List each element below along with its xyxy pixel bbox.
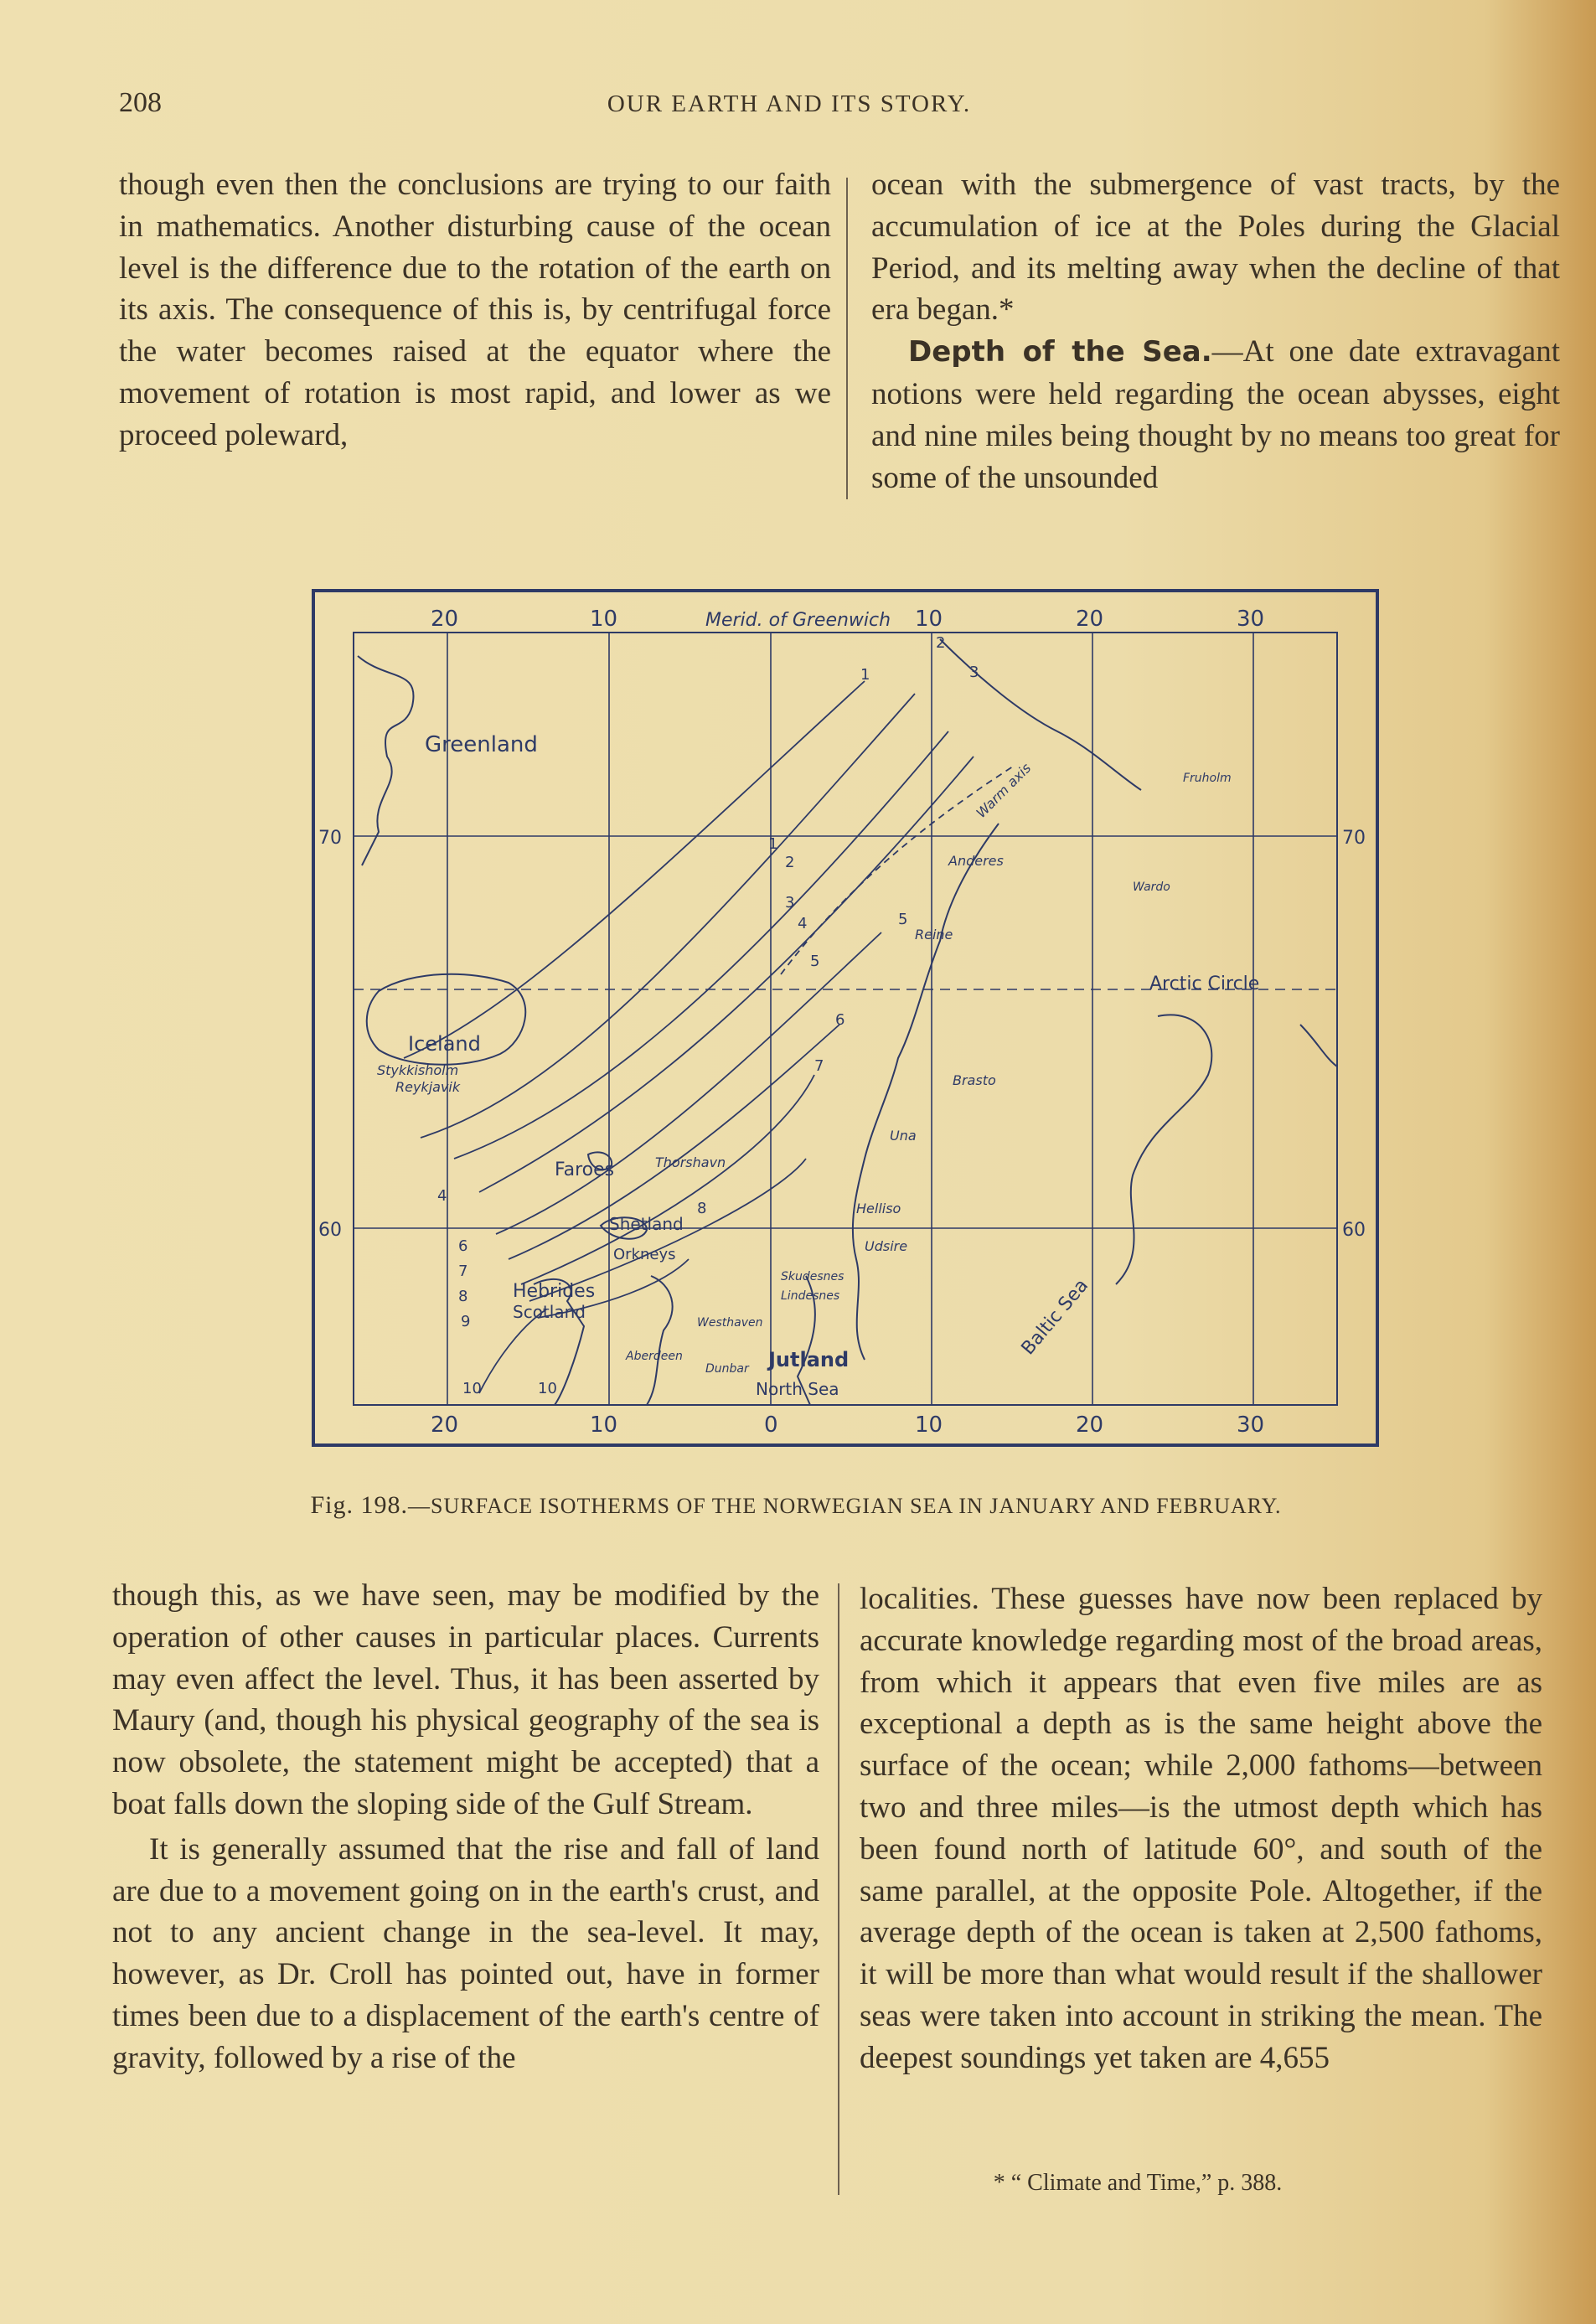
top-label-30-east: 30 [1237,607,1265,632]
top-label-greenwich: Merid. of Greenwich [705,610,891,631]
isotherm-label-3: 3 [969,664,979,681]
isotherm-label-7b: 7 [458,1263,468,1280]
isotherm-label-3b: 3 [785,894,795,912]
isotherm-label-5b: 5 [898,911,908,928]
isotherm-label-2: 2 [936,634,946,652]
footnote: * “ Climate and Time,” p. 388. [993,2170,1283,2196]
place-faroes: Faroes [555,1159,615,1180]
isotherm-label-10: 10 [462,1380,482,1397]
bottom-label-20: 20 [431,1412,459,1438]
running-title: OUR EARTH AND ITS STORY. [607,90,972,117]
place-baltic-sea: Baltic Sea [1017,1275,1093,1360]
bottom-left-paragraph-1: though this, as we have seen, may be modified by the operation of other causes in particular places. Currents may even affect the level. Thus, it has been asserted by Maury (and, though his physical geography of the sea is now obsolete, the statement might be accepted) that a boat falls down the sloping side of the Gulf Stream. [112,1578,819,1821]
figure-caption [168,1491,1424,1520]
lat-label-60-left: 60 [318,1220,342,1241]
place-lindesnes: Lindesnes [781,1289,840,1303]
top-label-20: 20 [431,607,459,632]
place-scotland: Scotland [513,1302,586,1322]
place-greenland: Greenland [425,732,538,757]
place-skudesnes: Skudesnes [781,1270,844,1283]
place-westhaven: Westhaven [697,1316,763,1330]
bottom-left-paragraph-2: It is generally assumed that the rise and fall of land are due to a movement going on in the earth's crust, and not to any ancient change in the sea-level. It may, however, as Dr. Croll has pointed out, have in former times been due to a displacement of the earth's centre of gravity, followed by a rise of the [112,1831,819,2075]
isotherm-2 [421,694,915,1138]
place-north-sea: North Sea [756,1379,839,1399]
top-right-paragraph-1: ocean with the submergence of vast tracts, by the accumulation of ice at the Poles during the Glacial Period, and its melting away when the decline of that era began.* [871,168,1560,328]
place-warm-axis: Warm axis [973,760,1035,821]
top-left-column [119,164,831,457]
column-divider-bottom [838,1583,839,2195]
section-heading-depth-of-the-sea: Depth of the Sea. [908,335,1212,369]
page-header [119,87,1560,124]
isotherm-5 [496,932,881,1234]
map-outer-frame [313,591,1377,1445]
isotherm-label-1: 1 [860,666,870,684]
place-brasto: Brasto [953,1072,996,1088]
gulf-of-bothnia-coast [1116,1015,1211,1284]
isotherm-label-5: 5 [810,953,820,970]
top-right-paragraph-2-text: —At one date extravagant notions were held regarding the ocean abysses, eight and nine miles being thought by no means too great for some of the unsounded [871,334,1560,495]
bottom-label-30-east: 30 [1237,1412,1265,1438]
bottom-label-20-east: 20 [1076,1412,1104,1438]
isotherm-label-6b: 6 [458,1237,468,1255]
isotherm-label-10b: 10 [538,1380,557,1397]
top-label-20-east: 20 [1076,607,1104,632]
isotherm-map [312,589,1379,1447]
white-sea-coast [1300,1025,1337,1066]
top-label-10-east: 10 [915,607,943,632]
top-right-paragraph-2 [871,331,1560,498]
isotherm-label-6: 6 [835,1011,845,1029]
isotherm-3 [454,731,948,1159]
bottom-label-10: 10 [590,1412,618,1438]
place-iceland: Iceland [408,1032,481,1056]
lat-label-70-right: 70 [1342,828,1366,849]
place-reine: Reine [915,927,953,943]
place-reykjavik: Reykjavik [395,1079,461,1095]
page-number: 208 [119,87,162,118]
bottom-label-10-east: 10 [915,1412,943,1438]
place-hebrides: Hebrides [513,1281,596,1302]
isotherm-lines [404,681,1015,1393]
northern-coast [940,639,1141,790]
isotherm-10 [479,1309,546,1393]
place-orkneys: Orkneys [613,1246,676,1263]
bottom-right-column [860,1578,1542,2079]
isotherm-label-4: 4 [798,915,808,932]
isotherm-label-2b: 2 [785,854,795,871]
column-divider-top [846,178,848,499]
place-aberdeen: Aberdeen [626,1350,683,1363]
place-udsire: Udsire [865,1238,908,1254]
place-stykkisholm: Stykkisholm [377,1062,459,1078]
isotherm-label-9: 9 [461,1313,471,1330]
isotherm-label-4b: 4 [437,1187,447,1205]
top-right-column [871,164,1560,498]
place-arctic-circle: Arctic Circle [1149,973,1260,994]
isotherm-label-8b: 8 [458,1288,468,1305]
place-thorshavn: Thorshavn [655,1154,726,1170]
isotherm-label-7: 7 [814,1057,824,1075]
isotherm-4 [479,757,974,1192]
figure-caption-text: —SURFACE ISOTHERMS OF THE NORWEGIAN SEA IN JANUARY AND FEBRUARY. [408,1494,1282,1518]
britain-east-coast [647,1276,673,1405]
isotherm-label-8: 8 [697,1200,707,1217]
place-dunbar: Dunbar [705,1362,749,1376]
top-label-10: 10 [590,607,618,632]
norway-coast [853,824,999,1360]
place-una: Una [890,1128,917,1144]
top-left-paragraph: though even then the conclusions are trying to our faith in mathematics. Another disturbing cause of the ocean level is the difference due to the rotation of the earth on its axis. The consequence of this is, by centrifugal force the water becomes raised at the equator where the movement of rotation is most rapid, and lower as we proceed poleward, [119,168,831,452]
figure-label: Fig. 198. [310,1491,408,1519]
lat-label-70-left: 70 [318,828,342,849]
place-shetland: Shetland [609,1214,684,1234]
map-figure [312,589,1379,1447]
lat-label-60-right: 60 [1342,1220,1366,1241]
bottom-left-column [112,1575,819,2079]
place-jutland: Jutland [768,1348,850,1371]
isotherm-label-1b: 1 [768,835,778,853]
place-wardo: Wardo [1133,881,1170,894]
bottom-right-paragraph: localities. These guesses have now been replaced by accurate knowledge regarding most of the broad areas, from which it appears that even five miles are as exceptional a depth as is the same height above the surface of the ocean; while 2,000 fathoms—between two and three miles—is the utmost depth which has been found north of latitude 60°, and south of the same parallel, at the opposite Pole. Altogether, if the average depth of the ocean is taken at 2,500 fathoms, it will be more than what would result if the shallower seas were taken into account in striking the mean. The deepest soundings yet taken are 4,655 [860,1582,1542,2075]
place-anderes: Anderes [948,853,1004,869]
place-fruholm: Fruholm [1183,772,1232,785]
bottom-label-0: 0 [764,1412,778,1438]
greenland-coast [358,656,414,865]
warm-axis-line [781,765,1015,974]
place-helliso: Helliso [856,1201,901,1216]
